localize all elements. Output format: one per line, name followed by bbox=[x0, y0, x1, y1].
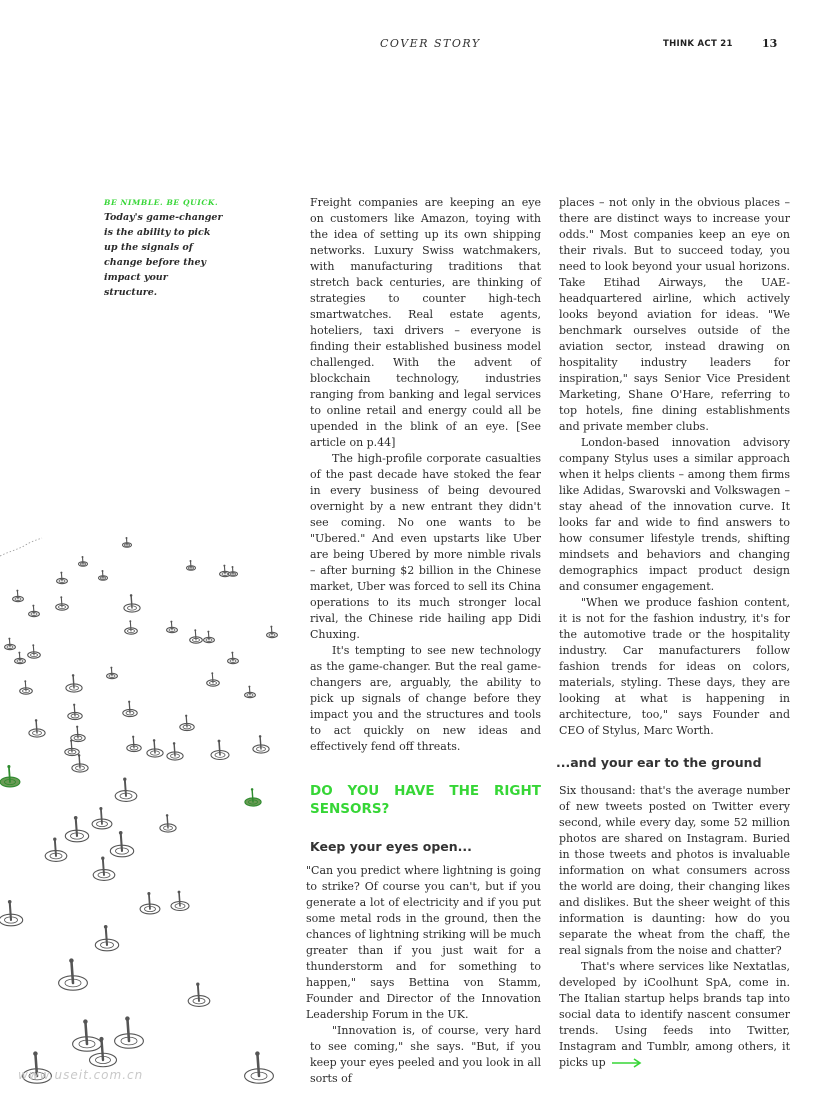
lightning-rod bbox=[56, 596, 69, 610]
lightning-rod bbox=[99, 570, 108, 580]
lightning-rod bbox=[28, 644, 41, 658]
lightning-rod bbox=[0, 765, 20, 787]
paragraph: Six thousand: that's the average number of new tweets posted on Twitter every second, while every day, some 52 million photos are shared on Instagram. Buried in those tweets and photos is invaluable information on what consumers across the world are doing, their changing likes and dislikes. But the sheer weight of this information is daunting: how do you separate the wheat from the chaff, the real signals from the noise and chatter? bbox=[559, 784, 790, 957]
lightning-rod bbox=[167, 621, 178, 633]
lightning-rod bbox=[167, 742, 183, 760]
lightning-rod bbox=[66, 674, 82, 692]
lightning-rod bbox=[59, 958, 88, 990]
continue-arrow-icon bbox=[612, 1058, 642, 1068]
lightning-rod bbox=[245, 788, 261, 806]
paragraph bbox=[559, 959, 790, 1071]
paragraph: places – not only in the obvious places – there are distinct ways to increase your odds." Most companies keep an eye on their rivals. But to succeed today, you need to look beyond your usual horizons. Take Etihad Airways, the UAE-headquartered airline, which actively looks beyond aviation for ideas. "We benchmark ourselves outside of the aviation sector, instead drawing on hospitality industry leaders for inspiration," says Senior Vice President Marketing, Shane O'Hare, referring to top hotels, fine dining establishments and private member clubs. bbox=[559, 196, 790, 433]
lightning-rod bbox=[65, 816, 88, 842]
lightning-rod bbox=[115, 1016, 144, 1048]
lightning-rod bbox=[15, 652, 26, 664]
lightning-rod bbox=[228, 652, 239, 664]
lightning-rod bbox=[204, 631, 215, 643]
lightning-rod bbox=[147, 739, 163, 757]
section-heading: DO YOU HAVE THE RIGHT SENSORS? bbox=[310, 783, 541, 817]
paragraph: London-based innovation advisory company Stylus uses a similar approach when it helps clients – among them firms like Adidas, Swarovski and Volkswagen – stay ahead of the innovation curve. It looks far and wide to find answers to how consumer lifestyle trends, shifting mindsets and behaviors and changing demographics impact product design and consumer engagement. bbox=[559, 436, 790, 593]
paragraph-text: That's where services like Nextatlas, developed by iCoolhunt SpA, come in. The Italian startup helps brands tap into social data to identify nascent consumer trends. Using feeds into Twitter, Instagram and Tumblr, among others, it picks up bbox=[559, 960, 790, 1069]
watermark: www.useit.com.cn bbox=[18, 1068, 144, 1082]
lightning-rod bbox=[71, 726, 85, 742]
lightning-rod bbox=[93, 857, 115, 881]
lightning-rod bbox=[140, 892, 160, 914]
lightning-rod bbox=[245, 686, 256, 698]
lightning-rod bbox=[171, 891, 189, 911]
subheading: Keep your eyes open... bbox=[310, 839, 472, 854]
lightning-rod bbox=[92, 807, 112, 829]
lightning-rod bbox=[207, 672, 220, 686]
article-column-1 bbox=[306, 195, 541, 1087]
lightning-rod bbox=[20, 680, 33, 694]
lightning-rod bbox=[29, 719, 45, 737]
lightning-rod bbox=[95, 925, 118, 951]
magazine-name: THINK ACT 21 bbox=[663, 39, 733, 49]
lightning-rod bbox=[253, 735, 269, 753]
lightning-rod bbox=[125, 620, 138, 634]
lightning-rod bbox=[188, 983, 210, 1007]
pull-quote bbox=[104, 195, 224, 300]
lightning-rod bbox=[13, 590, 24, 602]
lightning-rod bbox=[124, 594, 140, 612]
lightning-squiggle bbox=[0, 538, 42, 556]
lightning-rod bbox=[68, 704, 82, 720]
pull-quote-text: Today's game-changer is the ability to pick up the signals of change before they impact your structure. bbox=[104, 212, 223, 298]
lightning-rod bbox=[123, 537, 132, 547]
article-column-2 bbox=[556, 195, 790, 1071]
section-label: COVER STORY bbox=[380, 37, 481, 50]
lightning-rod bbox=[45, 838, 67, 862]
lightning-rod bbox=[187, 560, 196, 570]
lightning-rod bbox=[211, 740, 229, 760]
lightning-rods-illustration bbox=[0, 520, 300, 1096]
lightning-rod bbox=[5, 638, 16, 650]
paragraph: "When we produce fashion content, it is not for the fashion industry, it's for the automotive trade or the hospitality industry. Car manufacturers follow fashion trends for ideas on colors, materials, styling. These days, they are looking at what is happening in architecture, too," says Founder and CEO of Stylus, Marc Worth. bbox=[559, 596, 790, 737]
lightning-rod bbox=[57, 572, 68, 584]
paragraph: Freight companies are keeping an eye on customers like Amazon, toying with the idea of setting up its own shipping networks. Luxury Swiss watchmakers, with manufacturing traditions that stretch back centuries, are thinking of strategies to counter high-tech smartwatches. Real estate agents, hoteliers, taxi drivers – everyone is finding their established business model challenged. With the advent of blockchain technology, industries ranging from banking and legal services to online retail and energy could all be upended in the blink of an eye. [See article on p.44] bbox=[310, 196, 541, 449]
lightning-rod bbox=[73, 1019, 102, 1051]
paragraph: "Innovation is, of course, very hard to see coming," she says. "But, if you keep your eyes peeled and you look in all sorts of bbox=[310, 1024, 541, 1085]
paragraph: The high-profile corporate casualties of the past decade have stoked the fear in every business of being devoured overnight by a new entrant they didn't see coming. No one wants to be "Ubered." And even upstarts like Uber are being Ubered by more nimble rivals – after burning $2 billion in the Chinese market, Uber was forced to sell its China operations to its much stronger local rival, the Chinese ride hailing app Didi Chuxing. bbox=[310, 452, 541, 641]
lightning-rod bbox=[229, 566, 238, 576]
lightning-rod bbox=[29, 605, 40, 617]
lightning-rod bbox=[123, 701, 137, 717]
lightning-rod bbox=[160, 814, 176, 832]
paragraph: It's tempting to see new technology as the game-changer. But the real game-changers are, arguably, the ability to pick up signals of change before they impact you and the structures and tools to act quickly on new ideas and effectively fend off threats. bbox=[310, 644, 541, 753]
lightning-rod bbox=[267, 626, 278, 638]
subheading: ...and your ear to the ground bbox=[556, 755, 762, 770]
paragraph: "Can you predict where lightning is going to strike? Of course you can't, but if you generate a lot of electricity and if you put some metal rods in the ground, then the chances of lightning striking will be much greater than if you just wait for a thunderstorm and for something to happen," says Bettina von Stamm, Founder and Director of the Innovation Leadership Forum in the UK. bbox=[306, 864, 541, 1021]
lightning-rod bbox=[180, 715, 194, 731]
pull-quote-kicker: BE NIMBLE. BE QUICK. bbox=[104, 198, 219, 207]
lightning-rod bbox=[0, 900, 23, 926]
lightning-rod bbox=[245, 1051, 274, 1083]
lightning-rod bbox=[72, 754, 88, 772]
page-number: 13 bbox=[762, 37, 778, 50]
lightning-rod bbox=[127, 736, 141, 752]
lightning-rod bbox=[107, 667, 118, 679]
lightning-rod bbox=[115, 778, 137, 802]
lightning-rod bbox=[79, 556, 88, 566]
lightning-rod bbox=[190, 629, 203, 643]
lightning-rod bbox=[110, 831, 133, 857]
